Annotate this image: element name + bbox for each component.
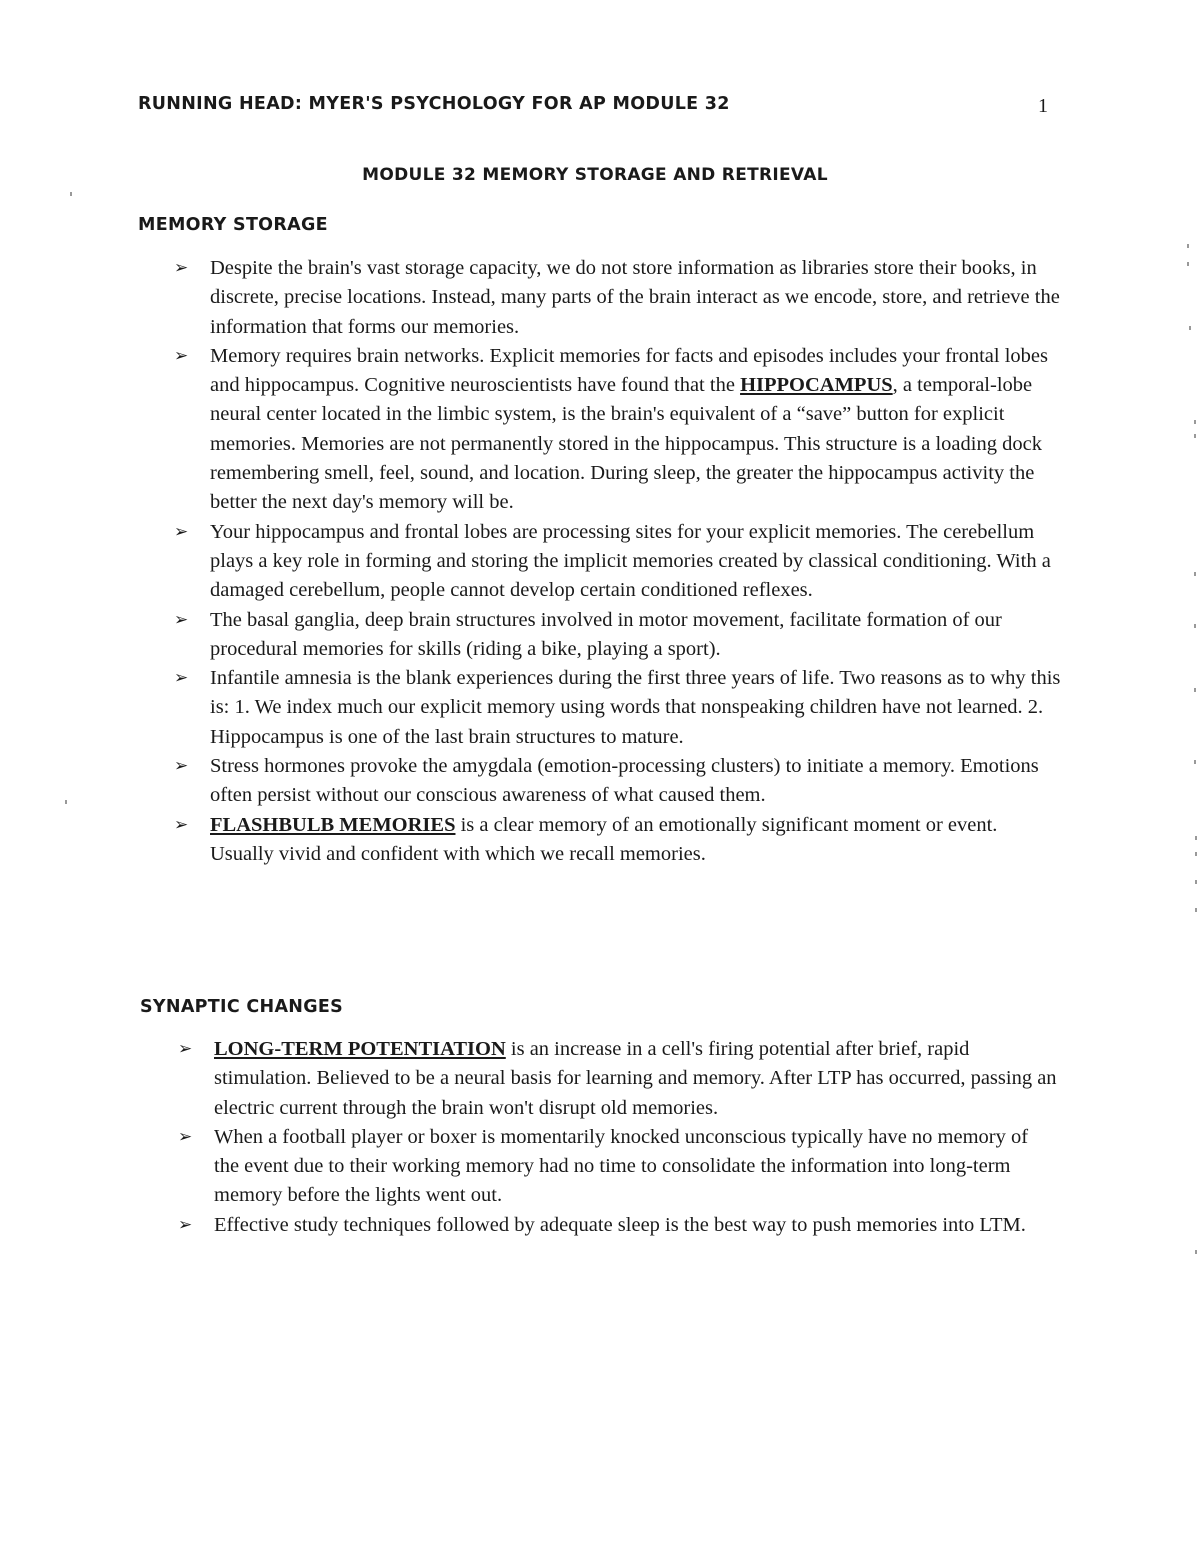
page-number: 1 xyxy=(1038,95,1048,117)
bullet-item xyxy=(178,1035,1058,1123)
arrow-bullet-icon: ➢ xyxy=(174,609,189,630)
running-head: RUNNING HEAD: MYER'S PSYCHOLOGY FOR AP MODULE 32 xyxy=(138,94,730,114)
arrow-bullet-icon: ➢ xyxy=(174,258,189,278)
scan-speck xyxy=(1194,434,1196,438)
scan-speck xyxy=(1194,420,1196,424)
arrow-bullet-icon: ➢ xyxy=(174,756,189,777)
bullet-item xyxy=(174,254,1064,342)
key-term: HIPPOCAMPUS xyxy=(740,374,893,397)
bullet-text: is a clear memory of an emotionally significant moment or event. Usually vivid and confident with which we recall memories. xyxy=(210,813,998,865)
synaptic-changes-list xyxy=(178,1035,1058,1240)
bullet-item xyxy=(174,518,1064,606)
scan-speck xyxy=(65,800,67,804)
scan-speck xyxy=(1195,880,1197,884)
memory-storage-list xyxy=(174,254,1064,869)
bullet-text: Memory requires brain networks. Explicit memories for facts and episodes includes your frontal lobes and hippocampus. Cognitive neuroscientists have found that the xyxy=(210,344,1048,397)
arrow-bullet-icon: ➢ xyxy=(178,1214,193,1235)
section-heading-memory-storage: MEMORY STORAGE xyxy=(138,215,328,235)
page-title: MODULE 32 MEMORY STORAGE AND RETRIEVAL xyxy=(362,165,828,185)
bullet-item xyxy=(174,342,1064,518)
bullet-text: is an increase in a cell's firing potential after brief, rapid stimulation. Believed to be a neural basis for learning and memory. After LTP has occurred, passing an electric current through the brain won't disrupt old memories. xyxy=(214,1038,1057,1119)
arrow-bullet-icon: ➢ xyxy=(174,521,189,542)
bullet-item xyxy=(174,811,1064,870)
scan-speck xyxy=(1194,624,1196,628)
key-term: LONG-TERM POTENTIATION xyxy=(214,1038,506,1060)
bullet-item xyxy=(174,664,1064,752)
scan-speck xyxy=(1187,262,1189,266)
scan-speck xyxy=(1195,852,1197,856)
bullet-text: Your hippocampus and frontal lobes are processing sites for your explicit memories. The cerebellum plays a key role in forming and storing the implicit memories created by classical conditioning. With a damaged cerebellum, people cannot develop certain conditioned reflexes. xyxy=(210,520,1051,602)
scan-speck xyxy=(1194,572,1196,576)
scan-speck xyxy=(1194,688,1196,692)
bullet-item xyxy=(174,606,1064,665)
bullet-text: The basal ganglia, deep brain structures involved in motor movement, facilitate formation of our procedural memories for skills (riding a bike, playing a sport). xyxy=(210,608,1002,660)
scan-speck xyxy=(1187,244,1189,248)
section-heading-synaptic-changes: SYNAPTIC CHANGES xyxy=(140,997,344,1017)
arrow-bullet-icon: ➢ xyxy=(174,668,189,689)
key-term: FLASHBULB MEMORIES xyxy=(210,813,456,836)
bullet-text: Despite the brain's vast storage capacity, we do not store information as libraries store their books, in discrete, precise locations. Instead, many parts of the brain interact as we encode, store, and retrieve the information that forms our memories. xyxy=(210,257,1060,338)
scan-speck xyxy=(1195,836,1197,840)
bullet-text: Infantile amnesia is the blank experiences during the first three years of life. Two reasons as to why this is: 1. We index much our explicit memory using words that nonspeaking children have not learned. 2. Hippocampus is one of the last brain structures to mature. xyxy=(210,667,1061,748)
scan-speck xyxy=(1194,760,1196,764)
bullet-text: When a football player or boxer is momentarily knocked unconscious typically have no memory of the event due to their working memory had no time to consolidate the information into long-term memory before the lights went out. xyxy=(214,1125,1029,1207)
arrow-bullet-icon: ➢ xyxy=(174,814,189,835)
arrow-bullet-icon: ➢ xyxy=(178,1126,193,1147)
bullet-item xyxy=(178,1123,1058,1211)
bullet-text: , a temporal-lobe neural center located in the limbic system, is the brain's equivalent of a “save” button for explicit memories. Memories are not permanently stored in the hippocampus. This structure is a loading dock remembering smell, feel, sound, and location. During sleep, the greater the hippocampus activity the better the next day's memory will be. xyxy=(210,374,1042,514)
bullet-item xyxy=(174,752,1064,811)
bullet-text: Effective study techniques followed by adequate sleep is the best way to push memories into LTM. xyxy=(214,1213,1026,1236)
bullet-item xyxy=(178,1211,1058,1240)
scan-speck xyxy=(1195,1250,1197,1254)
scan-speck xyxy=(1195,908,1197,912)
scan-speck xyxy=(1189,326,1191,330)
scan-speck xyxy=(70,192,72,196)
arrow-bullet-icon: ➢ xyxy=(178,1039,193,1059)
arrow-bullet-icon: ➢ xyxy=(174,345,189,366)
bullet-text: Stress hormones provoke the amygdala (emotion-processing clusters) to initiate a memory. Emotions often persist without our conscious awareness of what caused them. xyxy=(210,755,1039,807)
